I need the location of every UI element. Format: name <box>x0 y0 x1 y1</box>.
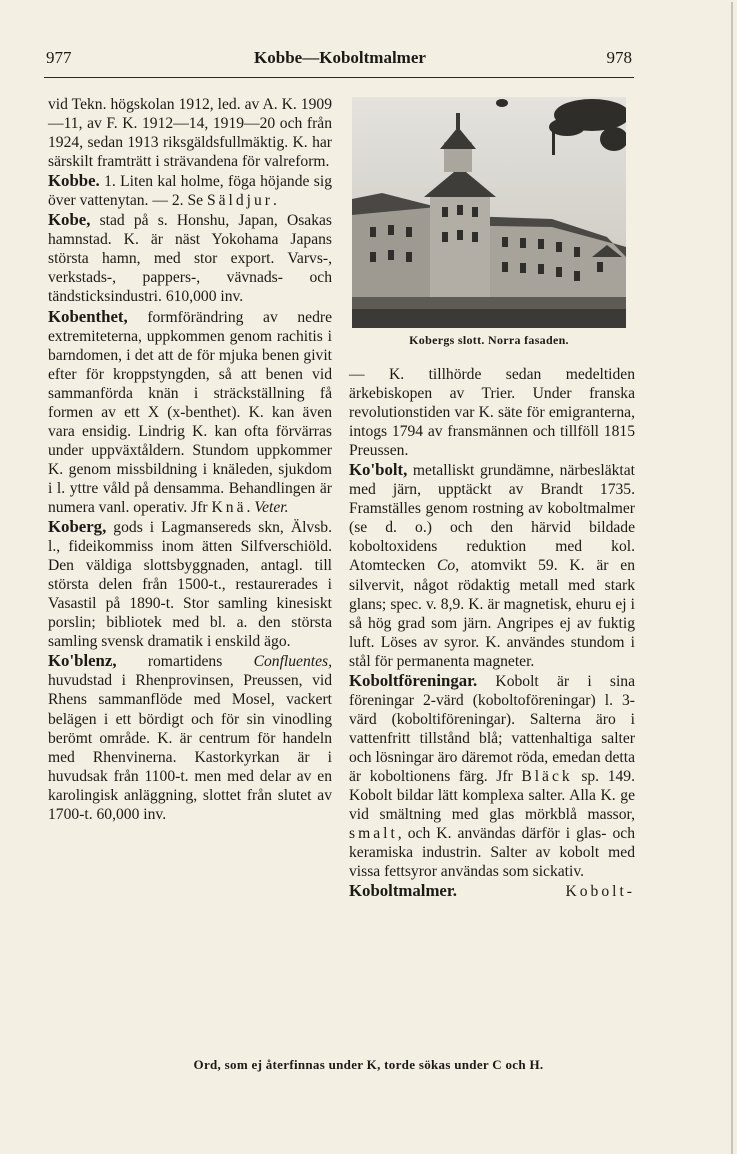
right-column <box>349 365 635 901</box>
cross-reference: Bläck <box>521 767 573 785</box>
cross-reference: Säldjur <box>206 192 273 210</box>
footer-note: Ord, som ej återfinnas under K, torde sökas under C och H. <box>193 1057 544 1072</box>
headword-kobbe: Kobbe. <box>48 171 100 191</box>
entry-kobolt: Ko'bolt, metalliskt grundämne, närbesläktat med järn, upptäckt av Brandt 1735. Framställes genom rostning av koboltmalmer (se d. o.) och den härvid bildade koboltoxidens reduktion med kol. Atomtecken Co, atomvikt 59. K. är en silvervit, något rödaktig metall med stark glans; spec. v. 8,9. K. är magnetisk, ehuru ej i så hög grad som järn. Angripes ej av fuktig luft. Löses av syror. K. användes stundom i stål för permanenta magneter. <box>349 460 635 670</box>
entry-kobbe: Kobbe. 1. Liten kal holme, föga höjande sig över vattenytan. — 2. Se Säldjur. <box>48 171 332 210</box>
entry-kobe: Kobe, stad på s. Honshu, Japan, Osakas hamnstad. K. är näst Yokohama Japans största hamn, med stor export. Varvs-, verkstads-, pappers-, vävnads- och tändsticksindustri. 610,000 inv. <box>48 210 332 306</box>
entry-koberg: Koberg, gods i Lagmansereds skn, Älvsb. l., fideikommiss inom ätten Silfverschiöld. Den väldiga slottsbyggnaden, antagl. till största delen från 1500-t., restaurerades i Vasastil på 1890-t. Stor samling kinesiskt porslin; bibliotek med bl. a. den största samling svensk dramatik i enskild ägo. <box>48 517 332 651</box>
headword-kobolt: Ko'bolt, <box>349 460 408 480</box>
cross-reference: smalt <box>349 825 398 843</box>
running-head: Kobbe—Koboltmalmer <box>254 48 426 67</box>
headword-koblenz: Ko'blenz, <box>48 651 117 671</box>
figure-caption: Kobergs slott. Norra fasaden. <box>409 333 569 347</box>
left-column <box>48 95 332 824</box>
page-header <box>44 46 636 76</box>
headword-koboltmalmer: Koboltmalmer. <box>349 881 457 901</box>
cross-reference: Kobolt- <box>565 883 635 901</box>
entry-koblenz-continuation: — K. tillhörde sedan medeltiden ärkebiskopen av Trier. Under franska revolutionstiden var K. säte för emigranterna, intogs 1794 av fransmännen och tillföll 1815 Preussen. <box>349 366 635 460</box>
headword-kobe: Kobe, <box>48 210 91 230</box>
headword-koberg: Koberg, <box>48 517 107 537</box>
page-number-right: 978 <box>606 48 632 67</box>
entry-koboltmalmer <box>349 881 635 901</box>
header-rule <box>44 77 634 78</box>
entry-koboltforeningar: Koboltföreningar. Kobolt är i sina föreningar 2-värd (koboltoföreningar) l. 3-värd (koboltiföreningar). Salterna äro i vattenfritt tillstånd blå; vattenhaltiga salter och lösningar äro däremot röda, emedan detta är koboltionens färg. Jfr Bläck sp. 149. Kobolt bildar lätt komplexa salter. Alla K. ge vid smältning med glas mörkblå massor, smalt, och K. användas därför i glas- och keramiska industrin. Salter av kobolt med vissa fettsyror användas som sickativ. <box>349 670 635 881</box>
chemical-symbol: Co <box>437 557 456 575</box>
castle-image <box>352 97 626 328</box>
cross-reference: Knä <box>211 498 247 516</box>
headword-koboltforeningar: Koboltföreningar. <box>349 670 478 690</box>
entry-kobenthet: Kobenthet, formförändring av nedre extremiteterna, uppkommen genom rachitis i barndomen, i det att de för mjuka benen givit efter för kroppstyngden, så att benen vid sammanförda knän i sträckställning få formen av ett X (x-benthet). K. kan även vara ensidig. Lindrig K. kan ofta förvärras under uppväxtåldern. Stundom uppkommer K. genom missbildning i knäleden, sjukdom i l. yttre våld på densamma. Behandlingen är numera vanl. operativ. Jfr Knä. Veter. <box>48 306 332 516</box>
castle-photograph <box>352 97 626 328</box>
headword-kobenthet: Kobenthet, <box>48 306 128 326</box>
entry-continuation: vid Tekn. högskolan 1912, led. av A. K. 1909—11, av F. K. 1912—14, 1919—20 och från 1924, sedan 1913 riksgäldsfullmäktig. K. har särskilt framträtt i strävandena för valreform. <box>48 96 332 171</box>
page-edge-shadow <box>731 2 733 1154</box>
entry-koblenz: Ko'blenz, romartidens Confluentes, huvudstad i Rhenprovinsen, Preussen, vid Rhens sammanflöde med Mosel, vackert belägen i ett bördigt och för sin vinodling berömt område. K. är centrum för handeln med Rhenvinerna. Kastorkyrkan är i huvudsak från 1100-t. men med delar av en karolingisk anläggning, slottet från slutet av 1700-t. 60,000 inv. <box>48 651 332 823</box>
page-number-left: 977 <box>46 48 72 67</box>
author-signature: Veter. <box>254 498 289 516</box>
